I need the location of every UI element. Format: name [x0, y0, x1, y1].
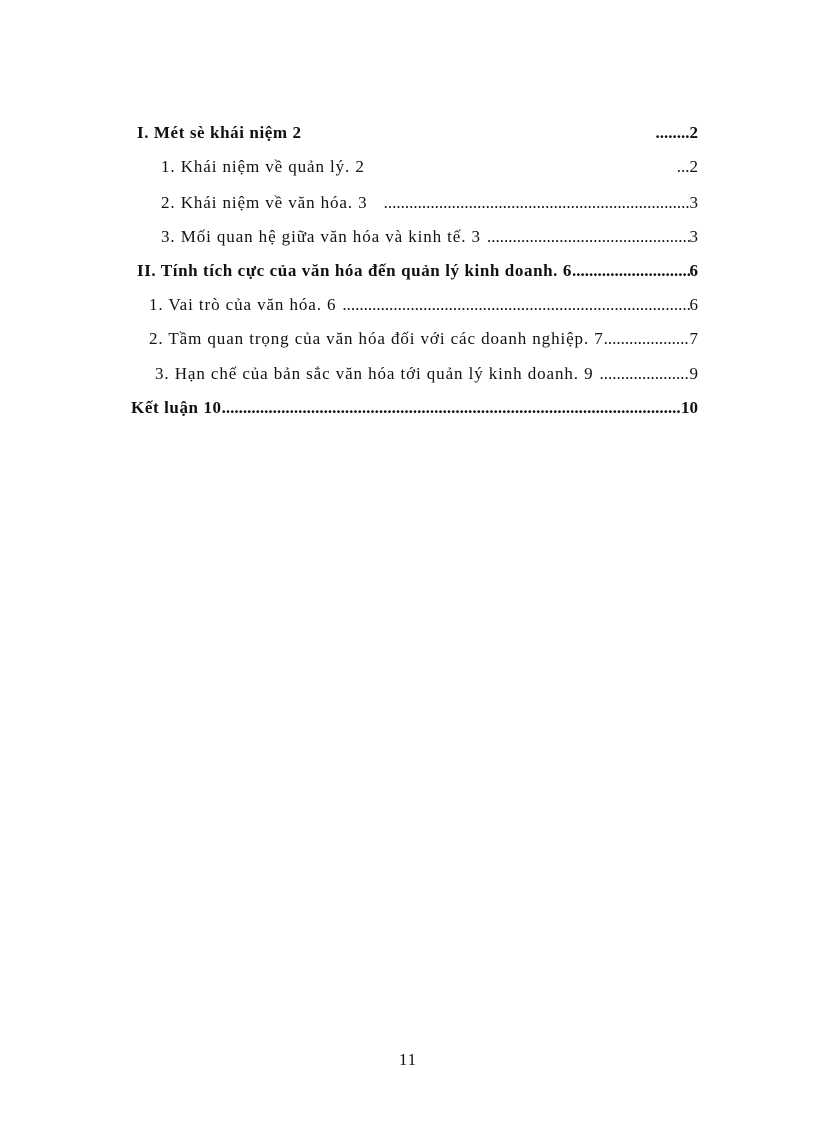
toc-entry-1-3[interactable] — [161, 227, 698, 247]
toc-entry-title: I. Mét sè khái niệm 2 — [137, 123, 302, 142]
toc-entry-page: 7 — [689, 329, 698, 348]
toc-dot-leader — [384, 193, 690, 213]
toc-entry-page: 2 — [689, 123, 698, 142]
toc-dot-leader — [342, 295, 689, 315]
toc-entry-page: 2 — [689, 157, 698, 176]
toc-entry-leader: ... — [676, 157, 690, 176]
toc-dot-leader — [222, 398, 681, 418]
toc-entry-page: 6 — [689, 261, 698, 280]
toc-dot-leader — [487, 227, 690, 247]
toc-entry-title: 3. Mối quan hệ giữa văn hóa và kinh tế. 3 — [161, 227, 481, 246]
toc-entry-page: 3 — [689, 193, 698, 212]
toc-entry-title: 2. Khái niệm về văn hóa. 3 — [161, 193, 368, 212]
toc-entry-1-1[interactable] — [161, 157, 698, 177]
toc-entry-title: II. Tính tích cực của văn hóa đến quản lý kinh doanh. 6 — [137, 261, 572, 280]
toc-dot-leader — [572, 261, 690, 281]
toc-entry-conclusion[interactable] — [131, 398, 698, 418]
toc-entry-page: 6 — [689, 295, 698, 314]
toc-dot-leader — [604, 329, 690, 349]
toc-entry-title: Kết luận 10 — [131, 398, 222, 417]
toc-entry-page: 10 — [681, 398, 698, 417]
toc-entry-section-2[interactable] — [137, 261, 698, 281]
toc-entry-title: 1. Vai trò của văn hóa. 6 — [149, 295, 337, 314]
toc-entry-1-2[interactable] — [161, 193, 698, 213]
toc-entry-2-2[interactable] — [149, 329, 698, 349]
toc-entry-title: 1. Khái niệm về quản lý. 2 — [161, 157, 365, 176]
toc-entry-2-1[interactable] — [149, 295, 698, 315]
toc-entry-2-3[interactable] — [155, 364, 698, 384]
page-number: 11 — [398, 1050, 418, 1069]
toc-dot-leader — [599, 364, 689, 384]
toc-entry-section-1[interactable] — [137, 123, 698, 143]
toc-entry-leader: ........ — [655, 123, 690, 142]
toc-entry-page: 9 — [689, 364, 698, 383]
toc-entry-page: 3 — [689, 227, 698, 246]
toc-entry-title: 3. Hạn chế của bản sắc văn hóa tới quản lý kinh doanh. 9 — [155, 364, 594, 383]
toc-entry-title: 2. Tầm quan trọng của văn hóa đối với các doanh nghiệp. 7 — [149, 329, 604, 348]
